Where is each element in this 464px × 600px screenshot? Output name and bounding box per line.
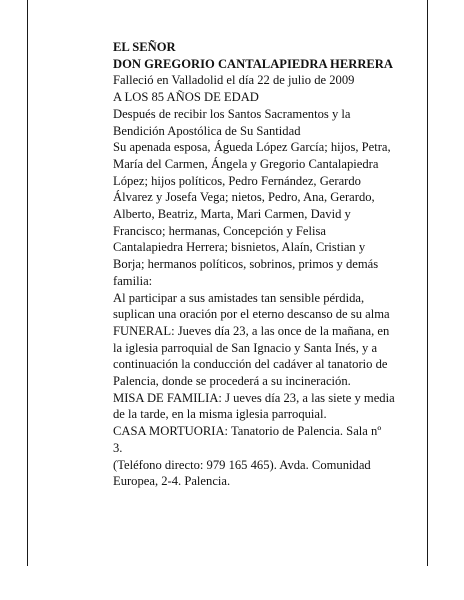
family-mass-paragraph: MISA DE FAMILIA: J ueves día 23, a las siete y media de la tarde, en la misma iglesia parroquial.: [113, 390, 395, 422]
obituary-notice: [113, 39, 425, 490]
left-border-line: [27, 0, 28, 566]
death-line: Falleció en Valladolid el día 22 de julio de 2009: [113, 73, 355, 88]
sacraments-paragraph: Después de recibir los Santos Sacramentos y la Bendición Apostólica de Su Santidad: [113, 106, 351, 138]
family-paragraph: Su apenada esposa, Águeda López García; hijos, Petra, María del Carmen, Ángela y Gregorio Cantalapiedra López; hijos políticos, Pedro Fernández, Gerardo Álvarez y Josefa Vega; nietos, Pedro, Ana, Gerardo, Alberto, Beatriz, Marta, Mari Carmen, David y Francisco; hermanas, Concepción y Felisa Cantalapiedra Herrera; bisnietos, Alaín, Cristian y Borja; hermanos políticos, sobrinos, primos y demás familia:: [113, 140, 391, 288]
request-paragraph: Al participar a sus amistades tan sensible pérdida, suplican una oración por el eterno descanso de su alma: [113, 290, 390, 322]
funeral-home-paragraph: CASA MORTUORIA: Tanatorio de Palencia. Sala nº 3.: [113, 424, 382, 455]
title-line-1: EL SEÑOR: [113, 40, 176, 54]
phone-address-paragraph: (Teléfono directo: 979 165 465). Avda. Comunidad Europea, 2-4. Palencia.: [113, 457, 371, 489]
funeral-paragraph: FUNERAL: Jueves día 23, a las once de la mañana, en la iglesia parroquial de San Ignacio y Santa Inés, y a continuación la conducción del cadáver al tanatorio de Palencia, donde se procederá a su incineración.: [113, 323, 390, 389]
title-line-2: DON GREGORIO CANTALAPIEDRA HERRERA: [113, 56, 394, 71]
age-line: A LOS 85 AÑOS DE EDAD: [113, 90, 259, 105]
right-border-line: [427, 0, 428, 566]
